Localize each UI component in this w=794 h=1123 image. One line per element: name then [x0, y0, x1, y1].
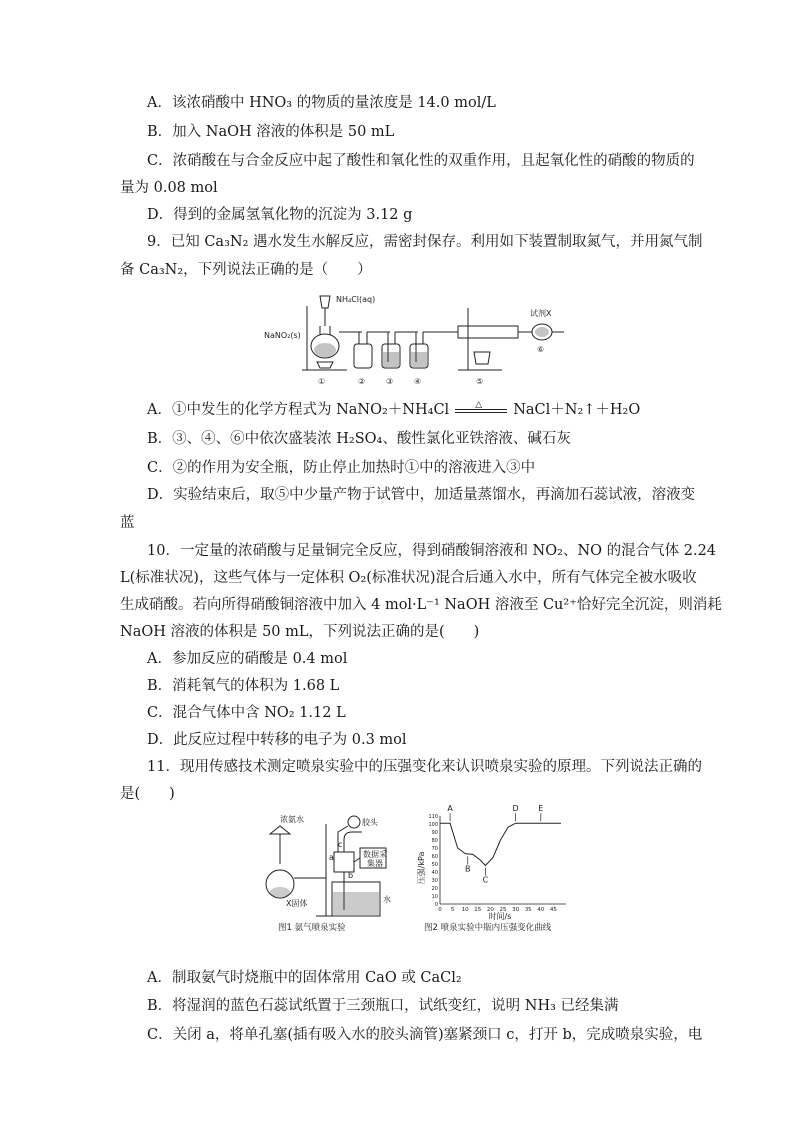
label-b: b	[348, 871, 354, 880]
q8-option-c-line2: 量为 0.08 mol	[120, 180, 218, 196]
equals-bars	[455, 409, 507, 413]
label-water: 水	[383, 895, 391, 904]
q11-option-b: B．将湿润的蓝色石蕊试纸置于三颈瓶口，试纸变红，说明 NH₃ 已经集满	[147, 998, 619, 1014]
label-collector-2: 集器	[367, 859, 383, 868]
x-tick-label: 35	[524, 907, 532, 913]
point-c	[483, 868, 489, 885]
point-label: D	[512, 804, 519, 814]
label-num-1: ①	[318, 377, 326, 386]
label-num-2: ②	[358, 377, 366, 386]
label-ammonia: 浓氨水	[280, 815, 304, 824]
point-label: A	[447, 804, 453, 814]
x-tick-label: 30	[512, 907, 520, 913]
x-tick-label: 45	[549, 907, 557, 913]
point-e	[538, 804, 543, 821]
heating-symbol: △	[475, 400, 483, 410]
x-tick-label: 15	[474, 907, 482, 913]
q9-option-b: B．③、④、⑥中依次盛装浓 H₂SO₄、酸性氯化亚铁溶液、碱石灰	[147, 431, 571, 447]
burner-1	[317, 362, 333, 368]
q11-option-c: C．关闭 a，将单孔塞(插有吸入水的胶头滴管)塞紧颈口 c，打开 b，完成喷泉实验，电	[147, 1027, 703, 1043]
y-axis-label: 压强/kPa	[417, 851, 426, 885]
y-tick-label: 110	[428, 814, 438, 820]
x-tick-label: 0	[438, 907, 442, 913]
q10-stem-line4: NaOH 溶液的体积是 50 mL，下列说法正确的是( )	[120, 624, 480, 640]
q10-stem-line3: 生成硝酸。若向所得硝酸铜溶液中加入 4 mol·L⁻¹ NaOH 溶液至 Cu²⁺恰好完全沉淀，则消耗	[120, 597, 722, 613]
x-axis-label: 时间/s	[488, 912, 512, 921]
burner-5	[474, 352, 490, 364]
pressure-curve-line	[440, 823, 561, 865]
q8-option-a: A．该浓硝酸中 HNO₃ 的物质的量浓度是 14.0 mol/L	[147, 95, 496, 111]
reaction-tube-5	[458, 326, 518, 338]
label-num-3: ③	[386, 377, 394, 386]
fig1-caption: 图1 氨气喷泉实验	[278, 923, 346, 933]
label-num-5: ⑤	[476, 377, 484, 386]
y-tick-label: 20	[431, 886, 438, 892]
label-x-solid: X固体	[286, 899, 308, 908]
y-tick-label: 60	[431, 854, 438, 860]
y-tick-label: 50	[431, 862, 438, 868]
bottle-2	[354, 344, 372, 368]
q9-option-d-line2: 蓝	[120, 515, 135, 531]
q11-fig2-chart	[417, 804, 570, 934]
y-tick-label: 90	[431, 830, 438, 836]
label-collector-1: 数据采	[363, 850, 387, 859]
q11-stem-line1: 11．现用传感技术测定喷泉实验中的压强变化来认识喷泉实验的原理。下列说法正确的	[147, 759, 702, 775]
y-tick-label: 70	[431, 846, 438, 852]
x-tick-label: 5	[450, 907, 455, 913]
q8-option-d: D．得到的金属氢氧化物的沉淀为 3.12 g	[147, 207, 413, 223]
q9-stem-line2: 备 Ca₃N₂，下列说法正确的是（ ）	[120, 262, 372, 278]
x-tick-label: 25	[499, 907, 507, 913]
q11-option-a: A．制取氨气时烧瓶中的固体常用 CaO 或 CaCl₂	[147, 970, 462, 986]
point-d	[513, 804, 519, 821]
x-tick-label: 10	[461, 907, 469, 913]
q9-stem-line1: 9．已知 Ca₃N₂ 遇水发生水解反应，需密封保存。利用如下装置制取氮气，并用氮气制	[147, 234, 703, 250]
q9-option-c: C．②的作用为安全瓶，防止停止加热时①中的溶液进入③中	[147, 460, 536, 476]
q9-option-a-pre: A．①中发生的化学方程式为 NaNO₂＋NH₄Cl	[147, 402, 450, 418]
y-tick-label: 100	[428, 822, 438, 828]
q8-option-b: B．加入 NaOH 溶液的体积是 50 mL	[147, 124, 395, 140]
point-b	[465, 856, 471, 873]
label-reagent-x: 试剂X	[530, 309, 552, 318]
dropper-bulb	[348, 816, 360, 828]
x-tick-label: 40	[537, 907, 545, 913]
dropping-funnel	[320, 296, 330, 308]
q9-option-d-line1: D．实验结束后，取⑤中少量产物于试管中，加适量蒸馏水，再滴加石蕊试液，溶液变	[147, 487, 696, 503]
point-a	[447, 804, 453, 821]
three-neck-flask-top	[344, 832, 362, 852]
q8-option-c-line1: C．浓硝酸在与合金反应中起了酸性和氧化性的双重作用，且起氧化性的硝酸的物质的	[147, 153, 695, 169]
label-num-4: ④	[414, 377, 422, 386]
label-num-6: ⑥	[537, 345, 545, 354]
q10-option-d: D．此反应过程中转移的电子为 0.3 mol	[147, 732, 407, 748]
y-tick-label: 10	[431, 894, 438, 900]
q10-stem-line2: L(标准状况)，这些气体与一定体积 O₂(标准状况)混合后通入水中，所有气体完全被水吸收	[120, 570, 697, 586]
label-dropper: 胶头	[362, 818, 378, 827]
x-tick-label: 20	[486, 907, 494, 913]
label-a: a	[329, 853, 334, 862]
y-tick-label: 80	[431, 838, 438, 844]
fig2-caption: 图2 喷泉实验中瓶内压强变化曲线	[424, 923, 552, 933]
three-neck-flask	[334, 852, 354, 872]
q10-option-c: C．混合气体中含 NO₂ 1.12 L	[147, 705, 346, 721]
q9-option-a-post: NaCl＋N₂↑＋H₂O	[513, 402, 641, 418]
ammonia-funnel	[270, 826, 290, 834]
q9-option-a	[147, 400, 640, 420]
q10-stem-line1: 10．一定量的浓硝酸与足量铜完全反应，得到硝酸铜溶液和 NO₂、NO 的混合气体 2.24	[147, 543, 717, 559]
point-label: C	[482, 875, 489, 885]
y-tick-label: 30	[431, 878, 438, 884]
point-label: B	[464, 864, 471, 874]
point-label: E	[538, 804, 544, 814]
q10-option-b: B．消耗氧气的体积为 1.68 L	[147, 678, 340, 694]
q9-apparatus-figure	[262, 288, 568, 388]
heating-condition-arrow	[455, 400, 507, 417]
label-nano2: NaNO₂(s)	[264, 331, 301, 340]
label-nh4cl: NH₄Cl(aq)	[336, 295, 376, 304]
q11-fig1-apparatus	[258, 812, 416, 934]
y-tick-label: 0	[434, 902, 438, 908]
q11-stem-line2: 是( )	[120, 786, 175, 802]
label-c: c	[338, 840, 343, 849]
q10-option-a: A．参加反应的硝酸是 0.4 mol	[147, 651, 348, 667]
y-tick-label: 40	[431, 870, 438, 876]
